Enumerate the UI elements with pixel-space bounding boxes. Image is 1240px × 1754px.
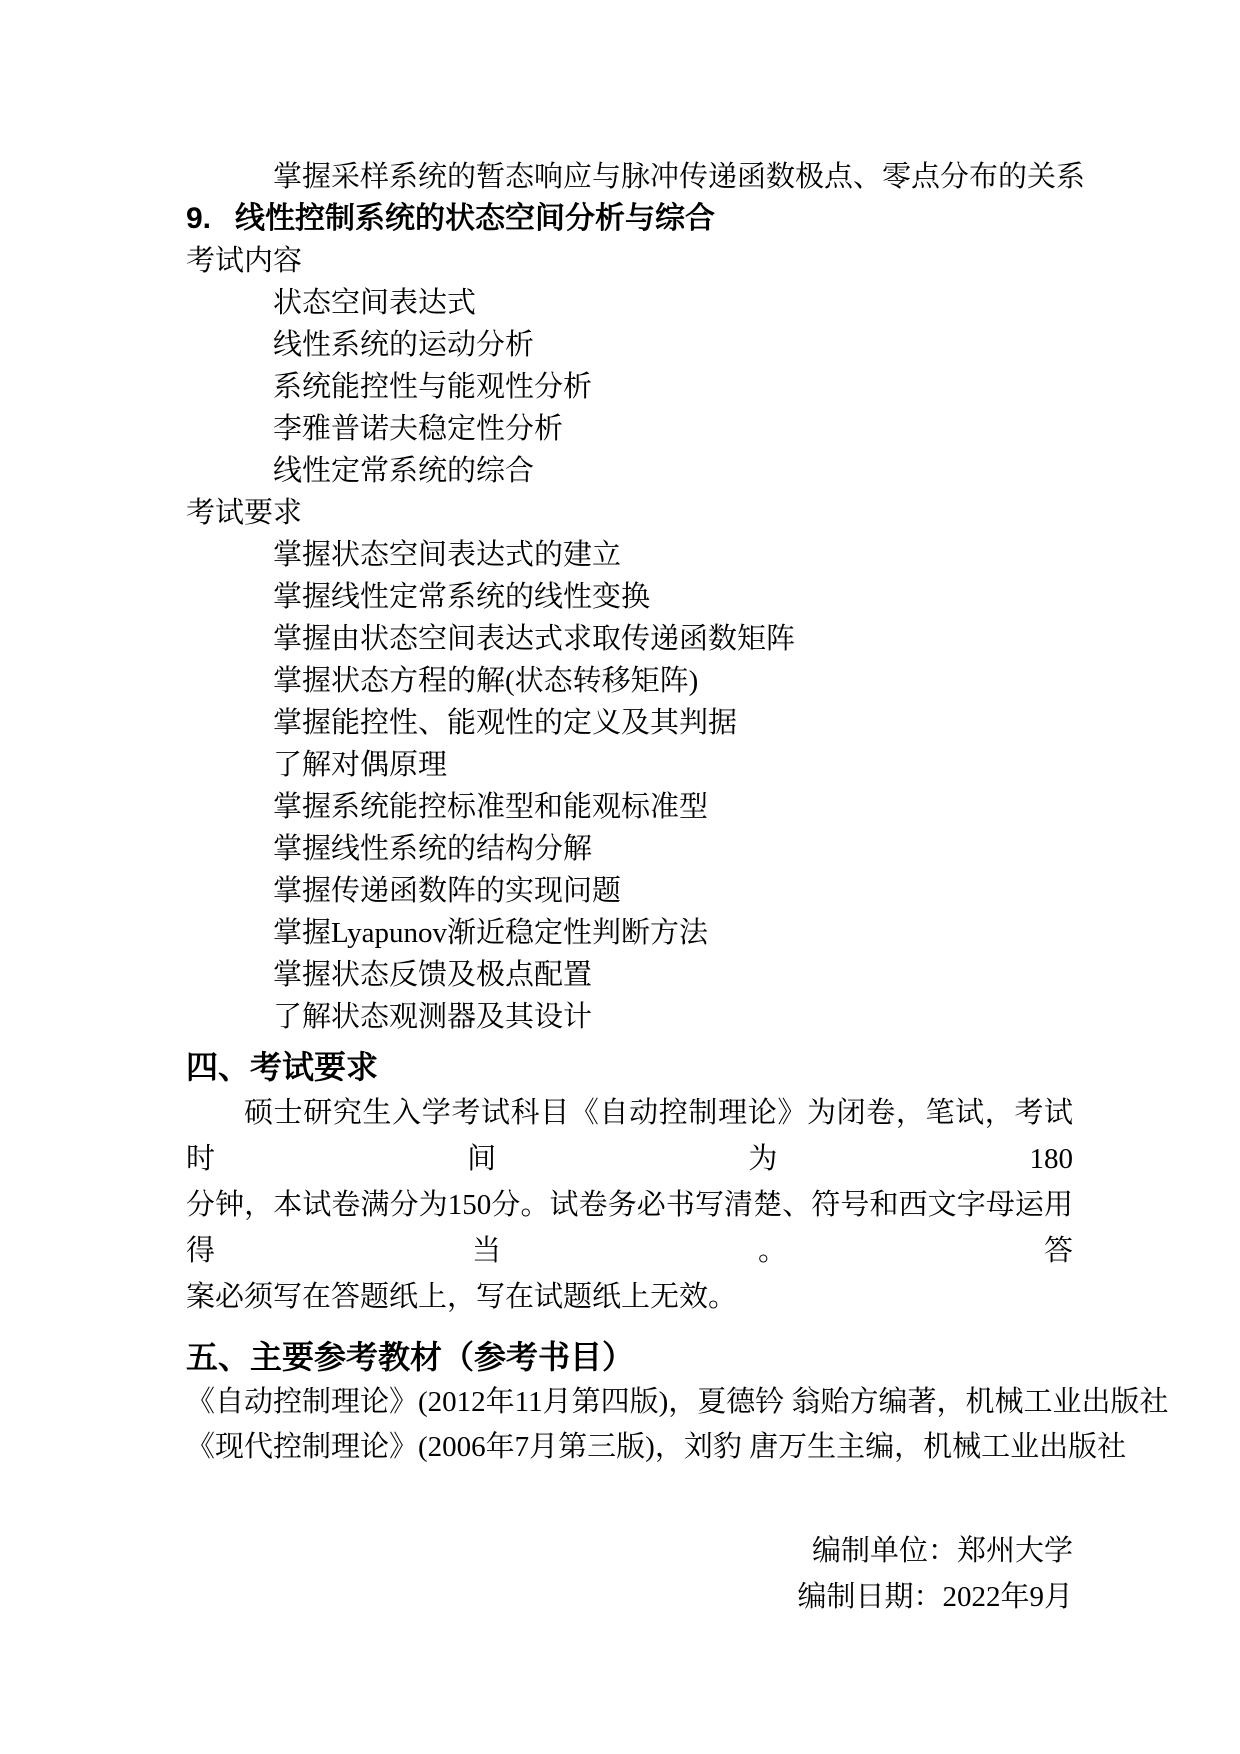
paragraph-line: 分钟，本试卷满分为150分。试卷务必书写清楚、符号和西文字母运用得当。答 <box>186 1189 1073 1267</box>
content-item: 李雅普诺夫稳定性分析 <box>273 413 564 445</box>
requirement-item: 掌握Lyapunov渐近稳定性判断方法 <box>273 917 708 949</box>
requirement-item: 了解对偶原理 <box>273 749 448 781</box>
requirement-item: 掌握状态反馈及极点配置 <box>273 959 593 991</box>
content-item: 系统能控性与能观性分析 <box>273 371 593 403</box>
requirement-item: 掌握传递函数阵的实现问题 <box>273 875 622 907</box>
requirement-item: 掌握线性系统的结构分解 <box>273 833 593 865</box>
carryover-requirement-item: 掌握采样系统的暂态响应与脉冲传递函数极点、零点分布的关系 <box>273 161 1086 193</box>
reference-list <box>186 1380 1169 1470</box>
requirement-item: 掌握能控性、能观性的定义及其判据 <box>273 707 738 739</box>
chapter-number: 9. <box>186 202 212 235</box>
reference-item: 《现代控制理论》(2006年7月第三版)，刘豹 唐万生主编，机械工业出版社 <box>186 1431 1127 1463</box>
exam-requirements-paragraph <box>186 1090 1073 1320</box>
paragraph-line: 案必须写在答题纸上，写在试题纸上无效。 <box>186 1281 738 1313</box>
reference-item: 《自动控制理论》(2012年11月第四版)，夏德钤 翁贻方编著，机械工业出版社 <box>186 1386 1169 1418</box>
exam-requirements-label: 考试要求 <box>186 497 303 529</box>
section-5-heading: 五、主要参考教材（参考书目） <box>186 1339 635 1375</box>
content-item: 状态空间表达式 <box>273 287 477 319</box>
requirement-item: 了解状态观测器及其设计 <box>273 1001 593 1033</box>
section-4-heading: 四、考试要求 <box>186 1049 379 1085</box>
requirement-item: 掌握由状态空间表达式求取传递函数矩阵 <box>273 623 796 655</box>
page-content <box>186 156 1169 1620</box>
content-item: 线性系统的运动分析 <box>273 329 535 361</box>
compilation-info <box>186 1528 1073 1620</box>
paragraph-line: 硕士研究生入学考试科目《自动控制理论》为闭卷，笔试，考试时间为180 <box>186 1097 1073 1175</box>
requirement-item: 掌握系统能控标准型和能观标准型 <box>273 791 709 823</box>
chapter-9-heading <box>186 198 1073 240</box>
requirement-item: 掌握状态方程的解(状态转移矩阵) <box>273 665 699 697</box>
compilation-date: 编制日期：2022年9月 <box>797 1581 1073 1613</box>
requirement-item: 掌握线性定常系统的线性变换 <box>273 581 651 613</box>
compilation-unit: 编制单位：郑州大学 <box>811 1535 1073 1567</box>
content-item: 线性定常系统的综合 <box>273 455 535 487</box>
requirement-item: 掌握状态空间表达式的建立 <box>273 539 622 571</box>
exam-content-label: 考试内容 <box>186 245 303 277</box>
chapter-title: 线性控制系统的状态空间分析与综合 <box>235 202 716 235</box>
